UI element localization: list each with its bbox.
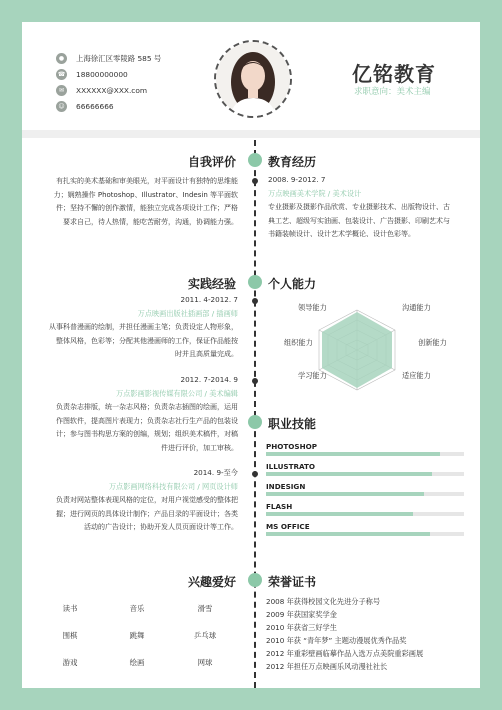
hobby-item: 音乐 xyxy=(129,604,145,613)
phone-text: 18800000000 xyxy=(76,69,128,79)
education-school: 万点映画美术学院 / 美术设计 xyxy=(268,189,362,198)
address-text: 上海徐汇区零陵路 585 号 xyxy=(76,53,162,63)
honor-item: 2012 年担任万点映画乐风动漫社社长 xyxy=(266,662,388,671)
self-eval-title: 自我评价 xyxy=(187,155,236,169)
skill-bar-track xyxy=(266,452,464,456)
hobby-item: 乒乓球 xyxy=(193,631,217,640)
qq-text: 66666666 xyxy=(76,101,114,111)
portrait-image xyxy=(216,42,290,116)
ability-label-adaptability: 适应能力 xyxy=(402,371,431,380)
timeline-dot xyxy=(252,298,258,304)
ability-title: 个人能力 xyxy=(268,277,317,291)
practice-date-1: 2011. 4-2012. 7 xyxy=(180,295,238,304)
skill-label: MS OFFICE xyxy=(266,522,310,531)
ability-label-organization: 组织能力 xyxy=(284,338,313,347)
contact-email xyxy=(56,84,147,96)
hobby-item: 跳舞 xyxy=(129,631,145,640)
practice-company-3: 万点影画网络科技有限公司 / 网页设计师 xyxy=(108,482,238,491)
skill-bar-fill xyxy=(266,492,424,496)
practice-text-1: 从事科普漫画的绘制，并担任漫画主笔；负责设定人物形象， 整体风格，色彩等；分配其他漫画师的工作，保证作品能按 时并且高质量完成。 xyxy=(49,323,238,358)
timeline-dot xyxy=(252,178,258,184)
skill-label: ILLUSTRATO xyxy=(266,462,316,471)
hobbies-title: 兴趣爱好 xyxy=(187,575,236,589)
timeline-spine xyxy=(254,140,256,688)
email-text: XXXXXX@XXX.com xyxy=(76,85,148,95)
education-date: 2008. 9-2012. 7 xyxy=(268,175,326,184)
ability-label-innovation: 创新能力 xyxy=(418,338,447,347)
education-title: 教育经历 xyxy=(268,155,317,169)
skill-bar-fill xyxy=(266,532,430,536)
hobby-item: 网球 xyxy=(197,658,213,667)
honor-item: 2012 年重彩壁画临摹作品入选万点美院重彩画展 xyxy=(266,649,424,658)
practice-text-3: 负责对网站整体表现风格的定位，对用户视觉感受的整体把 握；进行网页的具体设计制作；产品目录的平面设计；各类 活动的广告设计；协助开发人员页面设计等工作。 xyxy=(56,496,238,531)
ability-radar-chart xyxy=(282,300,472,400)
skill-bar-track xyxy=(266,472,464,476)
section-marker xyxy=(248,275,262,289)
hobby-item: 围棋 xyxy=(62,631,78,640)
skill-bar-track xyxy=(266,512,464,516)
hobby-item: 滑雪 xyxy=(197,604,213,613)
education-text: 专业摄影及摄影作品欣赏、专业摄影技术、出版物设计、古 典工艺、超级写实油画、包装设计、广告摄影、印刷艺术与 书籍装帧设计、设计艺术学概论、设计色彩等。 xyxy=(268,203,450,238)
skill-bar-fill xyxy=(266,472,432,476)
honors-title: 荣誉证书 xyxy=(268,575,317,589)
timeline-dot xyxy=(252,378,258,384)
header-divider xyxy=(22,130,480,138)
candidate-name: 亿铭教育 xyxy=(352,62,436,86)
ability-label-leadership: 领导能力 xyxy=(298,303,327,312)
honor-item: 2010 年获省三好学生 xyxy=(266,623,337,632)
practice-title: 实践经验 xyxy=(187,277,236,291)
qq-icon: ☺ xyxy=(56,101,67,112)
skill-label: PHOTOSHOP xyxy=(266,442,317,451)
job-intent: 求职意向：美术主编 xyxy=(354,87,431,97)
practice-text-2: 负责杂志排版，统一杂志风格；负责杂志插图的绘画，运用 作图软件，提高图片表现力；负责杂志社行生产品的包装设 计；参与图书构思方案的创编，规划；组织美术稿件，对稿 件进行评价，加工审核。 xyxy=(56,403,238,452)
honor-item: 2008 年获得校园文化先进分子称号 xyxy=(266,597,381,606)
contact-phone xyxy=(56,68,128,80)
self-eval-text: 有扎实的美术基础和审美眼光，对平面设计有独特的思维能 力；娴熟操作 Photoshop、Illustrator、Indesin 等平面软 件；坚持不懈的创作激情，能独立完成各项设计工作；严格 要求自己，待人热情，能吃苦耐劳，沟通，协调能力强。 xyxy=(53,177,238,226)
phone-icon: ☎ xyxy=(57,70,66,78)
practice-date-2: 2012. 7-2014. 9 xyxy=(180,375,238,384)
hobby-item: 读书 xyxy=(62,604,78,613)
section-marker xyxy=(248,153,262,167)
skill-bar-fill xyxy=(266,512,413,516)
avatar xyxy=(214,40,292,118)
ability-label-communication: 沟通能力 xyxy=(402,303,431,312)
practice-company-2: 万点影画影视传媒有限公司 / 美术编辑 xyxy=(116,389,238,398)
hobby-item: 绘画 xyxy=(129,658,145,667)
location-icon: ● xyxy=(56,53,67,64)
skill-label: INDESIGN xyxy=(266,482,306,491)
ability-label-learning: 学习能力 xyxy=(298,371,327,380)
email-icon: ✉ xyxy=(56,85,67,96)
section-marker xyxy=(248,415,262,429)
skills-title: 职业技能 xyxy=(268,417,317,431)
practice-date-3: 2014. 9-至今 xyxy=(193,468,238,477)
skill-bar-track xyxy=(266,492,464,496)
skill-bar-fill xyxy=(266,452,440,456)
practice-company-1: 万点映画出版社插画部 / 插画师 xyxy=(137,309,238,318)
honor-item: 2010 年获 “青年梦” 主题动漫展优秀作品奖 xyxy=(266,636,407,645)
contact-address xyxy=(56,52,161,64)
timeline-dot xyxy=(252,471,258,477)
resume-page xyxy=(22,22,480,688)
skill-bar-track xyxy=(266,532,464,536)
skill-label: FLASH xyxy=(266,502,293,511)
hobby-item: 游戏 xyxy=(62,658,78,667)
contact-qq xyxy=(56,100,114,112)
honor-item: 2009 年获国家奖学金 xyxy=(266,610,337,619)
section-marker xyxy=(248,573,262,587)
